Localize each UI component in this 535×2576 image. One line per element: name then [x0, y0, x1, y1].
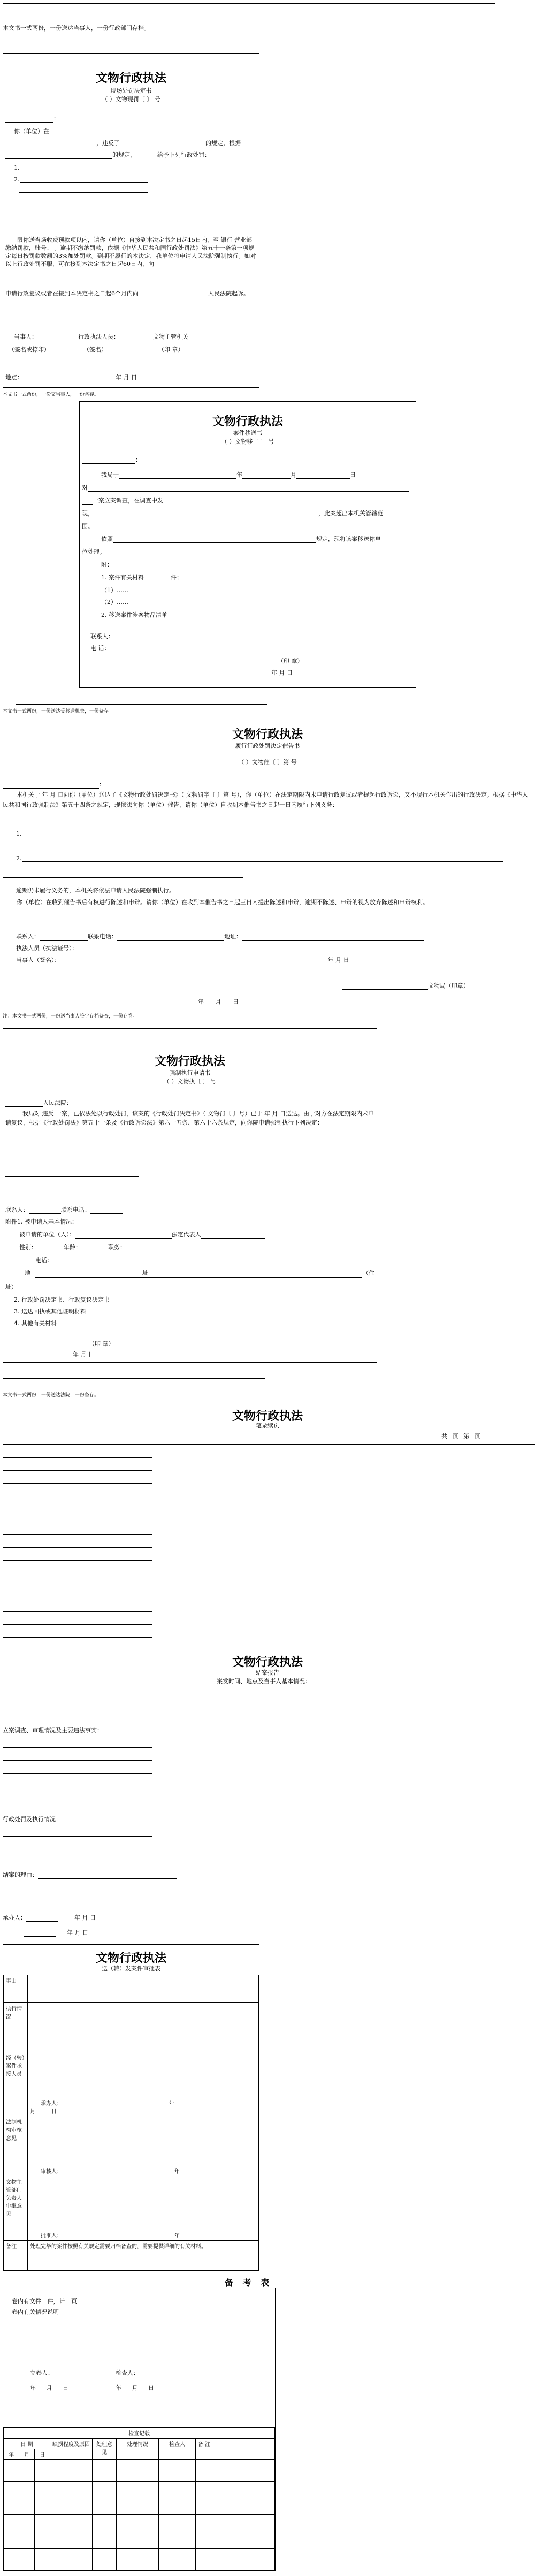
form8-table-row: [4, 2548, 275, 2559]
form6-reason: 结案的理由：: [3, 1871, 38, 1878]
form7-subtitle: 送（转）发案件审批表: [102, 1965, 160, 1972]
form7-row-4: 文物主管部门负责人审批意见: [4, 2176, 28, 2241]
form4-subtitle: 强制执行申请书: [169, 1069, 211, 1076]
form6-subtitle: 结案报告: [256, 1669, 279, 1676]
form8-sub-month: 月: [19, 2449, 35, 2460]
form6-title: 文物行政执法: [232, 1655, 303, 1669]
form8-col-handling: 处理情况: [117, 2439, 159, 2460]
form1-sign-office: 文物主管机关: [153, 333, 188, 340]
form2-line5: ，此案超出本机关管辖范: [318, 510, 383, 517]
form6-case-label: 案发时间、地点及当事人基本情况：: [217, 1678, 311, 1685]
form3-date: 年 月 日: [198, 998, 239, 1005]
form5-title: 文物行政执法: [232, 1409, 303, 1423]
form2-footer: 本文书一式两份，一份送达受移送机关，一份备存。: [3, 709, 114, 714]
form8-table-head: 检查记载: [4, 2428, 275, 2439]
form3-subtitle: 履行行政处罚决定催告书: [235, 743, 300, 750]
form8-sub-day: 日: [35, 2449, 50, 2460]
form8-title: 备 考 表: [225, 2277, 273, 2288]
form1-law: 的规定，: [112, 151, 136, 158]
form8-sub-year: 年: [4, 2449, 19, 2460]
form2-month: 月: [291, 471, 296, 478]
form2-subtitle: 案件移送书: [233, 430, 263, 437]
form7-row-2: 经（转）案件承接人员: [4, 2052, 28, 2116]
form6-process: 立案调查、审理情况及主要违法事实：: [3, 1727, 103, 1734]
form4-title: 文物行政执法: [154, 1054, 225, 1068]
form8-col-damage: 缺损程度及原因: [50, 2439, 93, 2460]
form8-col-date: 日 期: [4, 2439, 50, 2449]
form6-penalty: 行政处罚及执行情况：: [3, 1816, 62, 1823]
form7-row-3: 法制机构审核意见: [4, 2116, 28, 2176]
form1-seal1: （签名或捺印）: [9, 346, 50, 353]
form4-job: 职务：: [108, 1244, 126, 1251]
form7-table: [3, 1975, 259, 2271]
form5-page: 共 页 第 页: [441, 1433, 480, 1440]
form3-addr: 地址：: [224, 933, 242, 940]
form3-ymd: 年 月 日: [327, 957, 349, 964]
form3-officer: 执法人员（执法证号）：: [16, 945, 78, 952]
form2-phone: 电 话：: [90, 645, 110, 652]
form4-court: 人民法院：: [43, 1099, 72, 1106]
form4-a2: 法定代表人: [171, 1231, 201, 1238]
form7-ym2: 年: [174, 2169, 180, 2175]
top-note: 本文书一式两份，一份送达当事人，一份行政部门存档。: [3, 25, 150, 32]
form8-table-row: [4, 2504, 275, 2515]
form2-box: [79, 401, 416, 688]
form4-box: [3, 1028, 377, 1363]
form8-table-row: [4, 2471, 275, 2482]
form1-subtitle: 现场处罚决定书: [110, 87, 152, 94]
form4-phone: 联系电话：: [61, 1206, 90, 1213]
form2-att4: 2. 移送案件涉案物品清单: [101, 611, 167, 618]
form3-party-sign: 当事人（签名）：: [16, 957, 60, 964]
form1-party: ：: [54, 115, 59, 122]
form7-ym3: 年: [174, 2233, 180, 2239]
form4-home: 地: [25, 1270, 30, 1276]
form1-rule: 的规定，根据: [205, 140, 241, 147]
form3-contact: 联系人：: [16, 933, 40, 940]
form8-box: [3, 2288, 276, 2571]
form7-box: [3, 1944, 259, 2271]
form8-col-note: 备 注: [196, 2439, 275, 2460]
form8-table-row: [4, 2493, 275, 2504]
form8-table: [3, 2427, 275, 2571]
form8-col-opinion: 处理意见: [93, 2439, 117, 2460]
form4-footer: 本文书一式两份，一份送达法院，一份备存。: [3, 1393, 100, 1398]
form2-line1: 我局于: [101, 471, 119, 478]
form8-checker: 检查人：: [116, 2369, 139, 2376]
form1-title: 文物行政执法: [95, 71, 166, 85]
form2-line6: 围。: [82, 523, 94, 530]
form3-item2: 2.: [16, 855, 22, 862]
form4-code: （ ）文物执〔 〕 号: [163, 1078, 217, 1085]
top-divider: [3, 3, 495, 4]
form2-att2: （1）……: [101, 587, 128, 594]
form3-seal: 文物局（印章）: [428, 982, 469, 989]
form3-para3: 你（单位）在收到催告书后有权进行陈述和申辩。请你（单位）在收到本催告书之日起三日内提出陈述和申辩，逾期不陈述、申辩的视为放弃陈述和申辩权利。: [17, 899, 429, 906]
form2-to: ：: [135, 456, 141, 463]
form8-table-row: [4, 2559, 275, 2571]
form1-appeal: 申请行政复议或者在接到本决定书之日起6个月内向: [5, 290, 139, 297]
form4-a1: 被申请的单位（人）：: [19, 1231, 75, 1238]
form1-unit: 你（单位）在: [14, 128, 49, 135]
form3-para2: 逾期仍未履行义务的，本机关将依法申请人民法院强制执行。: [16, 887, 175, 894]
form8-table-row: [4, 2482, 275, 2493]
form4-station2: 址）: [5, 1283, 17, 1290]
form2-att1: 1. 案件有关材料: [101, 574, 144, 581]
form7-holder: 承办人：: [41, 2101, 62, 2107]
form2-code: （ ）文物移〔 〕 号: [221, 438, 274, 445]
form2-day: 日: [350, 471, 356, 478]
form3-code: （ ）文物催〔 〕第 号: [238, 759, 297, 766]
form4-attach: 附件1. 被申请人基本情况：: [5, 1218, 78, 1225]
form8-table-row: [4, 2526, 275, 2537]
form8-date1: 年 月 日: [30, 2384, 68, 2391]
form4-b2: 3. 送达回执或其他证明材料: [14, 1308, 86, 1315]
form2-contact: 联系人：: [90, 633, 114, 640]
form7-day: 日: [51, 2109, 57, 2115]
form1-box: [3, 53, 259, 388]
form2-seal: （印 章）: [278, 658, 303, 664]
form2-att3: （2）……: [101, 599, 128, 606]
form2-line8: 规定，现将该案移送你单: [316, 536, 381, 542]
form3-party: ：: [99, 781, 105, 788]
form4-station: （住: [363, 1270, 374, 1276]
form8-table-row: [4, 2460, 275, 2471]
form8-col-checker: 检查人: [159, 2439, 196, 2460]
form2-year: 年: [236, 471, 242, 478]
form1-payment: 限你送当场收费预款项以内，请你（单位）自接到本决定书之日起15日内，至 银行 营业部缴纳罚款，账号： 。逾期不缴纳罚款，依据《中华人民共和国行政处罚法》第五十一条第一项规定每日按罚款数额的3%加处罚款。到期不履行的本决定，我单位将申请人民法院强制执行。如对以上行政处罚不服，可在接到本决定书之日起60日内，向: [5, 236, 256, 267]
form8-table-row: [4, 2537, 275, 2548]
form1-sign-party: 当事人：: [14, 333, 37, 340]
form1-place: 地点：: [5, 374, 23, 381]
form3-contact-phone: 联系电话：: [88, 933, 117, 940]
form1-seal3: （印 章）: [158, 346, 184, 353]
form4-p1: 我局对 违反 一案，已依法处以行政处罚，该案的《行政处罚决定书》（ 文物罚〔 〕号）已于 年 月 日送达。由于对方在法定期限内未申请复议，根据《行政处罚法》第五十一条及《行政诉讼法》第六十五条、第六十六条规定，向你院申请强制执行下列决定：: [5, 1110, 374, 1126]
form3-item1: 1.: [16, 830, 22, 837]
form2-line3: 一案立案调查，在调查中发: [93, 497, 163, 504]
form2-attach: 附：: [101, 561, 113, 568]
form4-contact: 联系人：: [5, 1206, 29, 1213]
form7-row-0: 事由: [4, 1975, 28, 2003]
form1-decision: 给予下列行政处罚：: [157, 151, 210, 158]
form4-b3: 4. 其他有关材料: [14, 1320, 57, 1327]
form4-age: 年龄：: [64, 1244, 81, 1251]
form7-row-5: 备注: [4, 2241, 28, 2271]
form2-date: 年 月 日: [271, 669, 293, 676]
form1-seal2: （签名）: [83, 346, 107, 353]
form4-addr: 址: [142, 1270, 148, 1276]
form8-maker: 立卷人：: [30, 2369, 54, 2376]
form8-l2: 卷内有关情况说明: [12, 2309, 59, 2315]
form4-tel: 电话：: [35, 1257, 53, 1264]
form6-date: 年 月 日: [74, 1914, 96, 1921]
form1-footer: 本文书一式两份，一份交当事人，一份备存。: [3, 392, 100, 398]
form7-month: 月: [30, 2109, 35, 2115]
form8-date2: 年 月 日: [116, 2384, 154, 2391]
form1-date: 年 月 日: [116, 374, 137, 381]
form7-row-1: 执行情况: [4, 2003, 28, 2052]
form4-b1: 2. 行政处罚决定书、行政复议决定书: [14, 1296, 110, 1303]
form7-ym: 年: [169, 2101, 174, 2107]
form2-line9: 位处理。: [82, 548, 105, 555]
form2-line2: 对: [82, 484, 88, 491]
form7-approver: 批准人：: [41, 2233, 62, 2239]
form3-footer: 注：本文书一式两份，一份送当事人签字存档备查，一份存卷。: [3, 1014, 138, 1019]
form3-para1: 本机关于 年 月 日向你（单位）送达了《文物行政处罚决定书》（ 文物罚字〔 〕第 号），你（单位）在法定期限内未申请行政复议或者提起行政诉讼，又不履行本机关作出的行政决定。根据《中华人民共和国行政强制法》第五十四条之规定，现依法向你（单位）催告，请你（单位）自收到本催告书之日起十日内履行下列义务：: [3, 791, 528, 808]
form1-violated: ，违反了: [96, 140, 120, 147]
form2-line7: 依照: [101, 536, 113, 542]
form8-table-row: [4, 2515, 275, 2526]
form6-date2: 年 月 日: [67, 1929, 88, 1936]
form8-l1: 卷内有文件 件，计 页: [12, 2298, 77, 2305]
form6-handler: 承办人：: [3, 1914, 26, 1921]
form1-sign-officer: 行政执法人员：: [78, 333, 119, 340]
form2-att1b: 件；: [171, 574, 182, 581]
form7-title: 文物行政执法: [95, 1951, 166, 1965]
form1-item1: 1.: [14, 164, 20, 171]
form1-item2: 2.: [14, 176, 20, 183]
form4-seal: （印 章）: [89, 1340, 114, 1347]
form3-title: 文物行政执法: [232, 728, 303, 742]
form7-note: 处理完毕的案件按照有关规定需要归档备查的，需要提供详细的有关材料。: [28, 2241, 259, 2271]
form2-line4: 现，: [82, 510, 94, 517]
form1-code: （ ）文物现罚〔 〕 号: [102, 96, 160, 103]
form5-subtitle: 笔录续页: [256, 1422, 279, 1429]
form7-checker: 审核人：: [41, 2169, 62, 2175]
form4-date: 年 月 日: [73, 1351, 94, 1358]
form4-gender: 性别：: [19, 1244, 37, 1251]
form2-title: 文物行政执法: [212, 415, 283, 429]
form1-court: 人民法院起诉。: [208, 290, 249, 297]
